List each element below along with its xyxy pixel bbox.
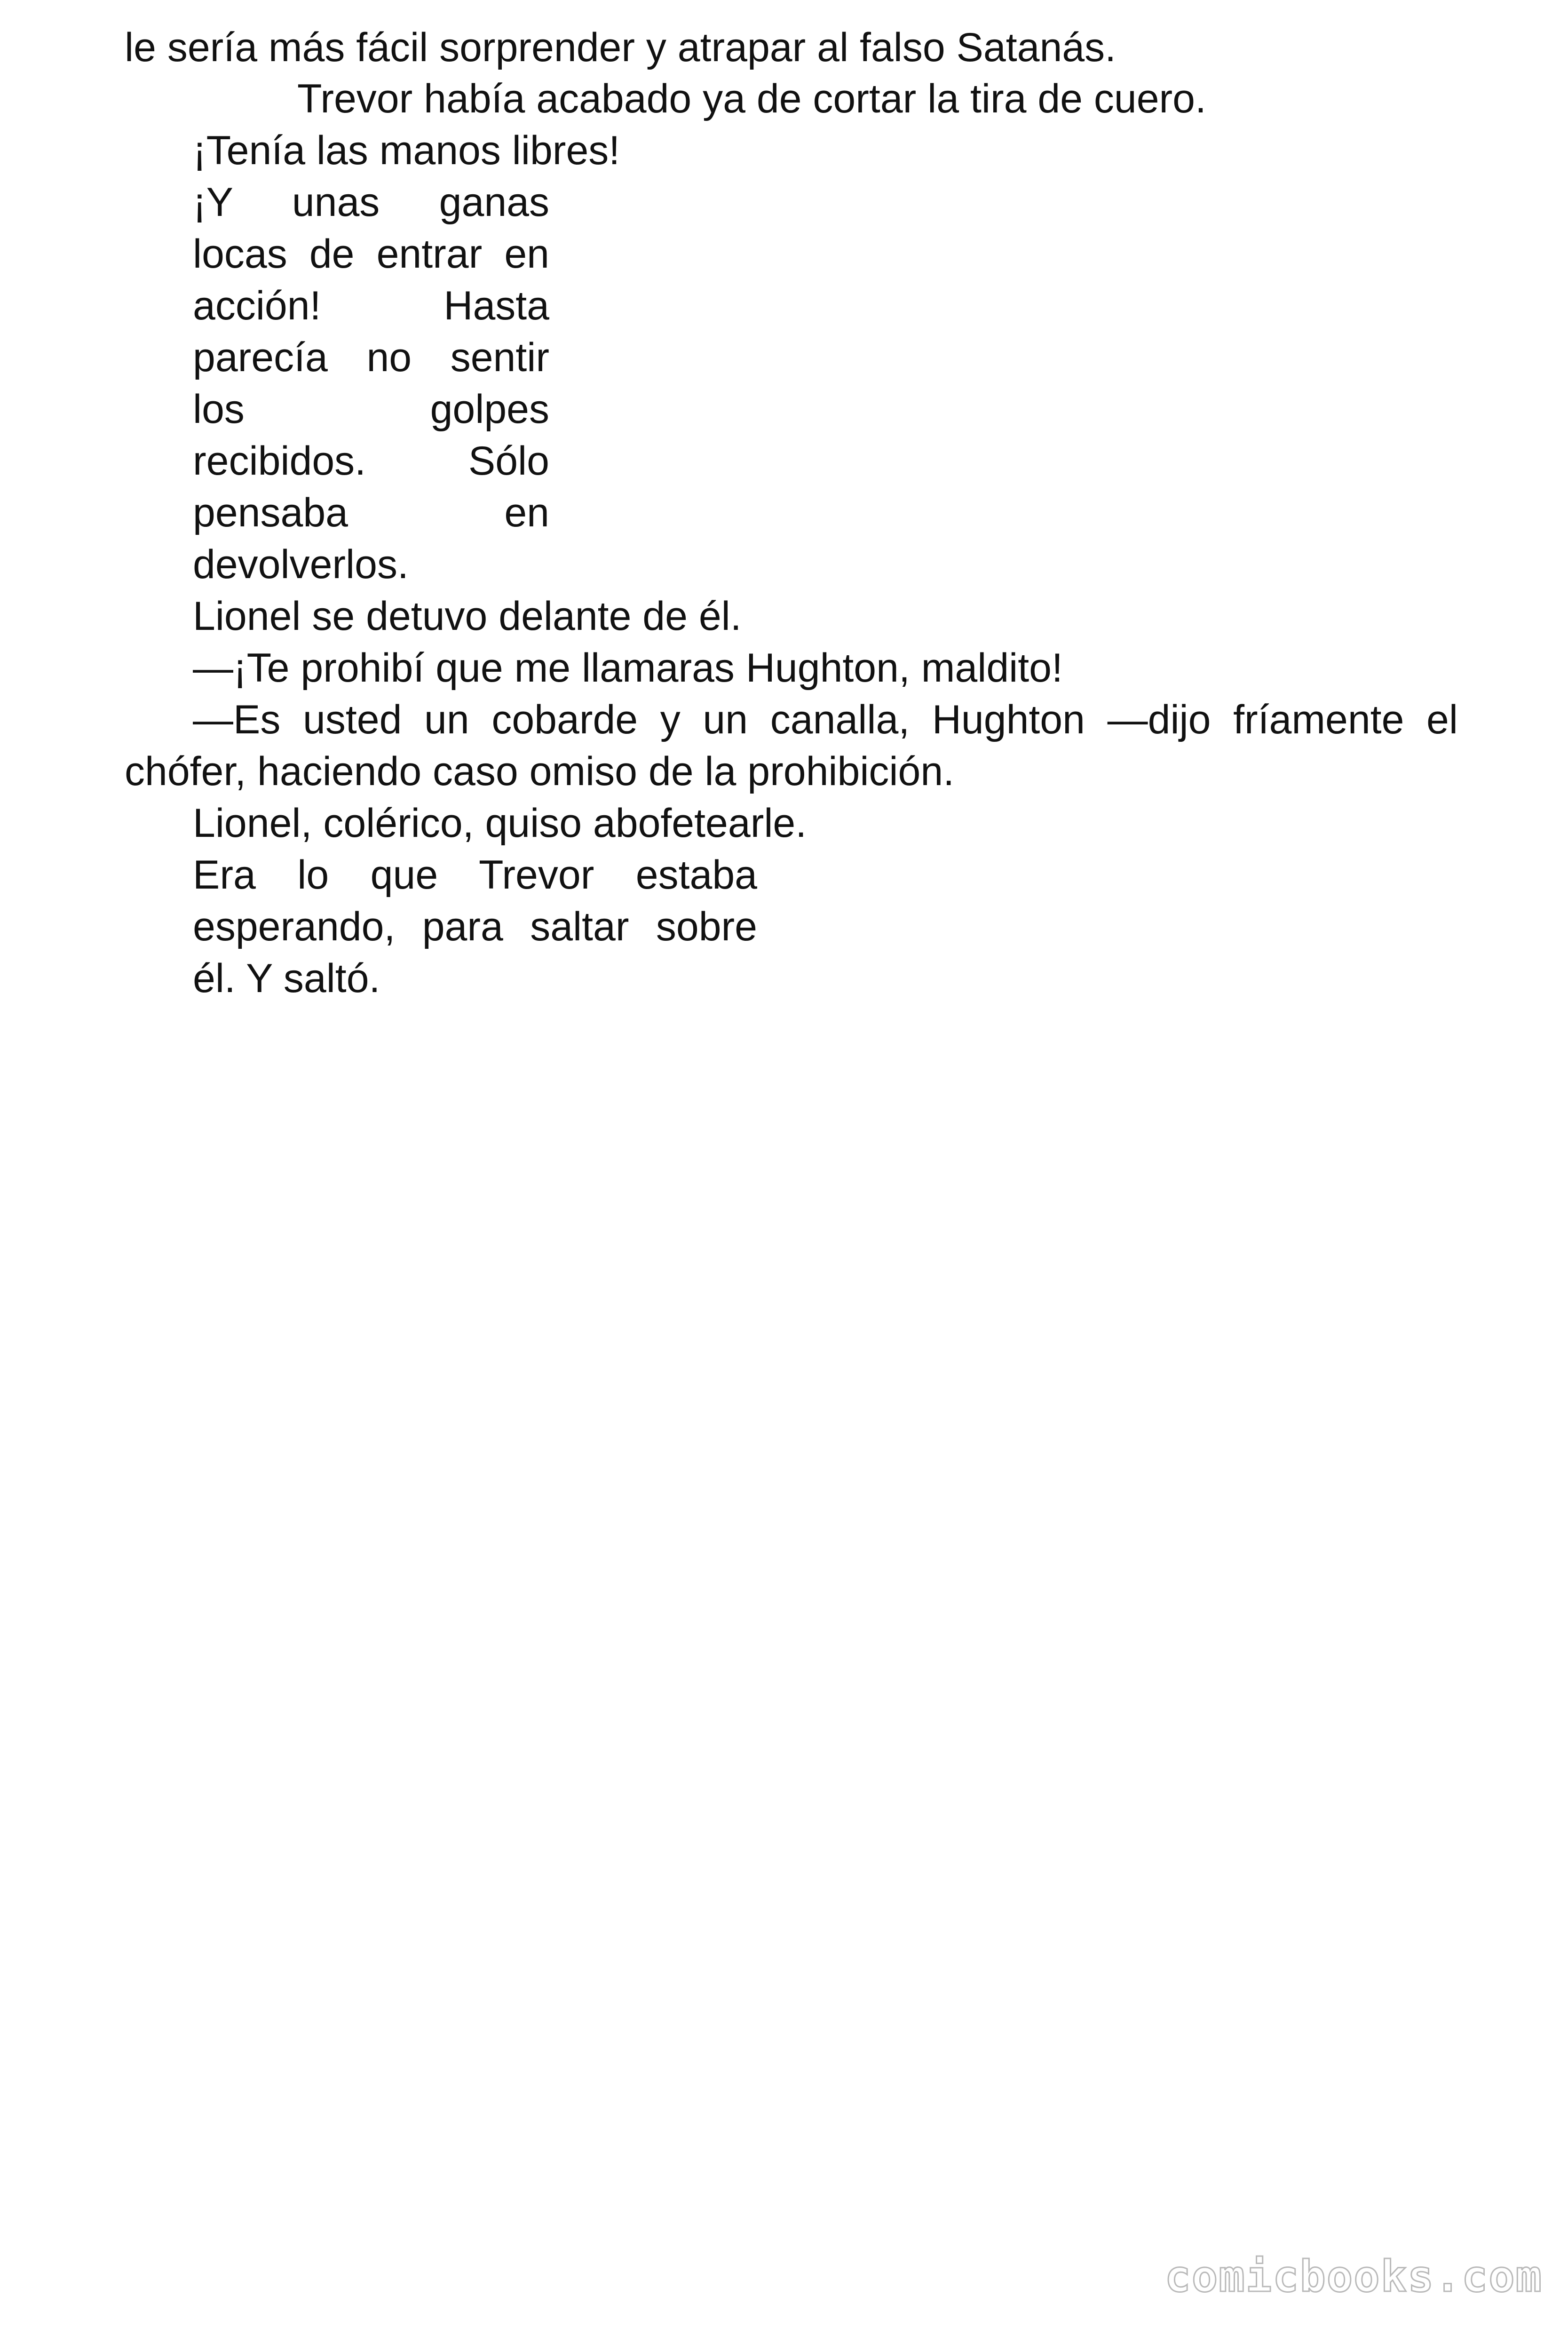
text-line-17: Era lo que Trevor estaba <box>193 852 757 898</box>
text-line-7: parecía no sentir <box>193 335 549 380</box>
text-line-18: esperando, para saltar sobre <box>193 904 757 949</box>
text-line-10: pensaba en <box>193 490 549 535</box>
text-line-16: Lionel, colérico, quiso abofetearle. <box>193 801 807 846</box>
text-line-1: le sería más fácil sorprender y atrapar al falso Satanás. <box>125 25 1117 70</box>
text-line-15: chófer, haciendo caso omiso de la prohibición. <box>125 749 955 794</box>
text-line-4: ¡Y unas ganas <box>193 180 549 225</box>
text-line-5: locas de entrar en <box>193 231 549 277</box>
text-line-12: Lionel se detuvo delante de él. <box>193 594 742 639</box>
text-line-6: acción! Hasta <box>193 283 549 328</box>
text-line-3: ¡Tenía las manos libres! <box>193 128 620 173</box>
text-line-19: él. Y saltó. <box>193 956 380 1001</box>
text-line-14: —Es usted un cobarde y un canalla, Hughton —dijo fríamente el <box>193 697 1458 742</box>
watermark-logo: comicbooks.com <box>1164 2251 1543 2302</box>
text-line-11: devolverlos. <box>193 542 409 587</box>
text-line-9: recibidos. Sólo <box>193 438 549 484</box>
text-line-13: —¡Te prohibí que me llamaras Hughton, maldito! <box>193 645 1063 691</box>
text-line-2: Trevor había acabado ya de cortar la tira de cuero. <box>297 76 1206 121</box>
text-line-8: los golpes <box>193 387 549 432</box>
